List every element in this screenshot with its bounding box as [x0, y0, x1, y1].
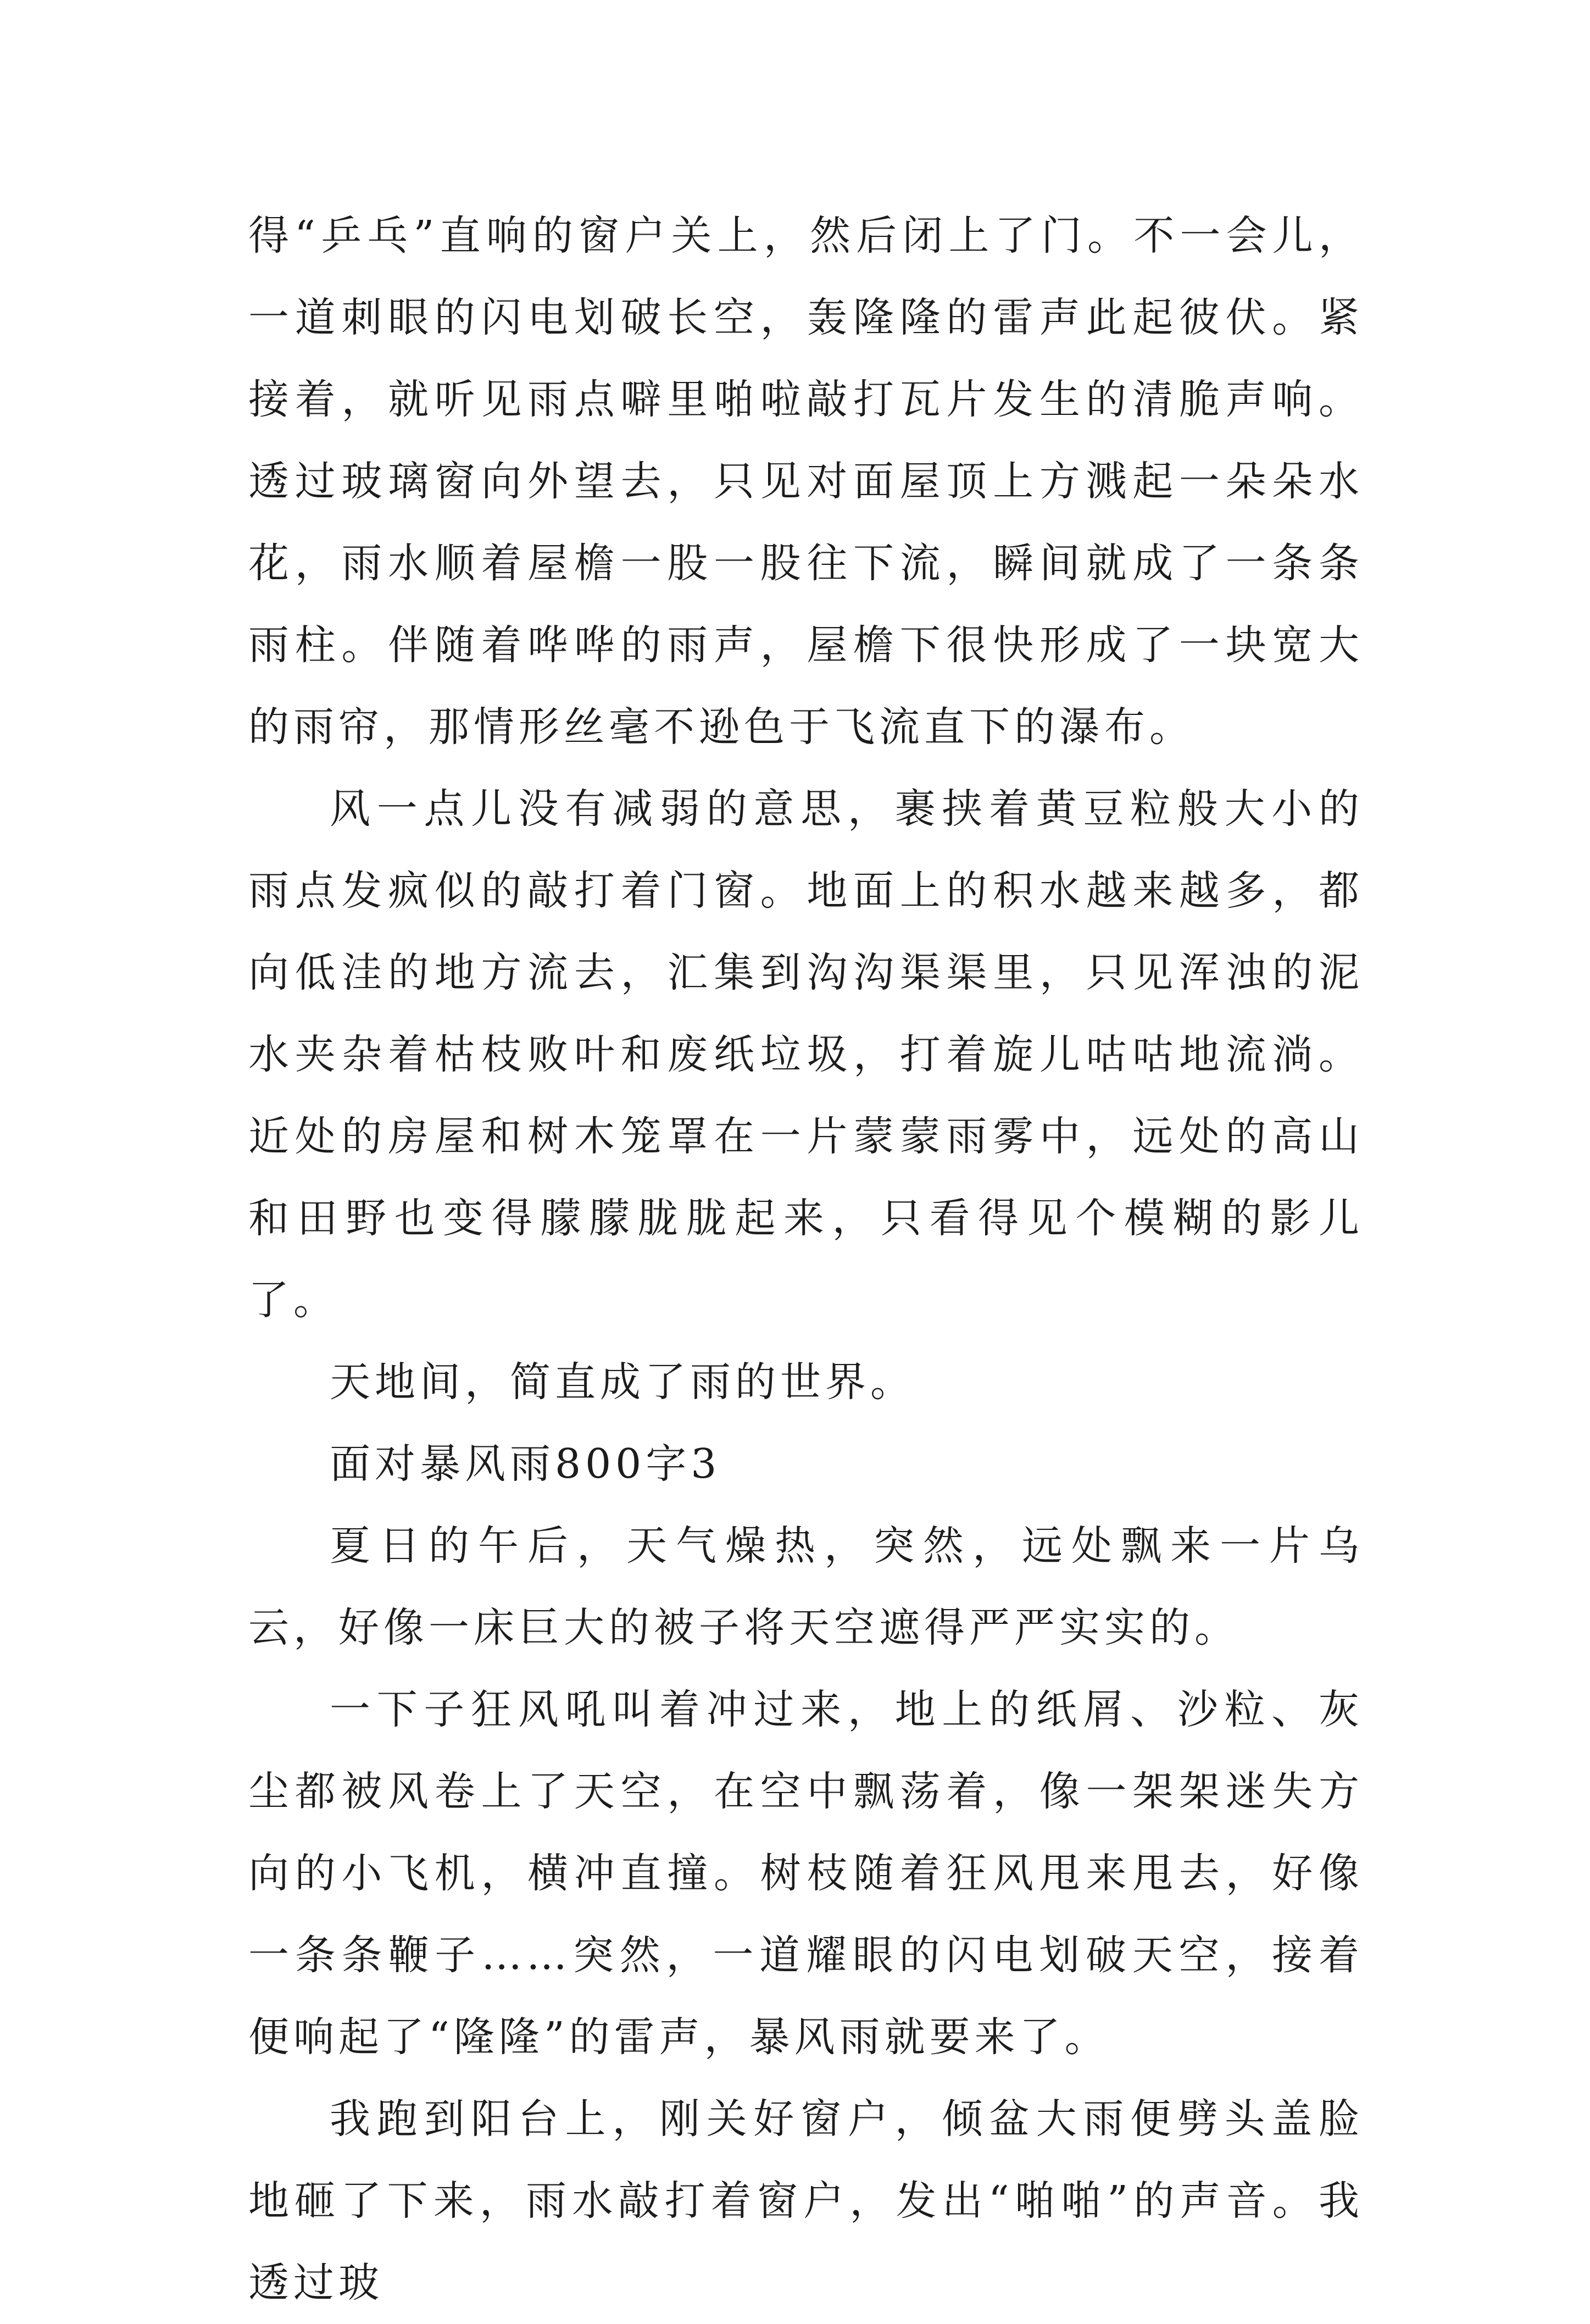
paragraph-gale: 一下子狂风吼叫着冲过来，地上的纸屑、沙粒、灰尘都被风卷上了天空，在空中飘荡着，像一架架迷失方向的小飞机，横冲直撞。树枝随着狂风甩来甩去，好像一条条鞭子……突然，一道耀眼的闪电划破天空，接着便响起了“隆隆”的雷声，暴风雨就要来了。 [248, 1686, 1364, 2061]
paragraph-balcony: 我跑到阳台上，刚关好窗户，倾盆大雨便劈头盖脸地砸了下来，雨水敲打着窗户，发出“啪啪”的声音。我透过玻 [248, 2095, 1364, 2306]
paragraph-continuation: 得“乒乓”直响的窗户关上，然后闭上了门。不一会儿，一道刺眼的闪电划破长空，轰隆隆的雷声此起彼伏。紧接着，就听见雨点噼里啪啦敲打瓦片发生的清脆声响。透过玻璃窗向外望去，只见对面屋顶上方溅起一朵朵水花，雨水顺着屋檐一股一股往下流，瞬间就成了一条条雨柱。伴随着哗哗的雨声，屋檐下很快形成了一块宽大的雨帘，那情形丝毫不逊色于飞流直下的瀑布。 [248, 212, 1364, 751]
document-body [248, 195, 1364, 2324]
paragraph-summer-afternoon: 夏日的午后，天气燥热，突然，远处飘来一片乌云，好像一床巨大的被子将天空遮得严严实实的。 [248, 1522, 1364, 1651]
paragraph-rain-world: 天地间，简直成了雨的世界。 [330, 1358, 915, 1406]
paragraph-wind: 风一点儿没有减弱的意思，裹挟着黄豆粒般大小的雨点发疯似的敲打着门窗。地面上的积水越来越多，都向低洼的地方流去，汇集到沟沟渠渠里，只见浑浊的泥水夹杂着枯枝败叶和废纸垃圾，打着旋儿咕咕地流淌。近处的房屋和树木笼罩在一片蒙蒙雨雾中，远处的高山和田野也变得朦朦胧胧起来，只看得见个模糊的影儿了。 [248, 785, 1364, 1324]
section-heading: 面对暴风雨800字3 [330, 1440, 721, 1488]
